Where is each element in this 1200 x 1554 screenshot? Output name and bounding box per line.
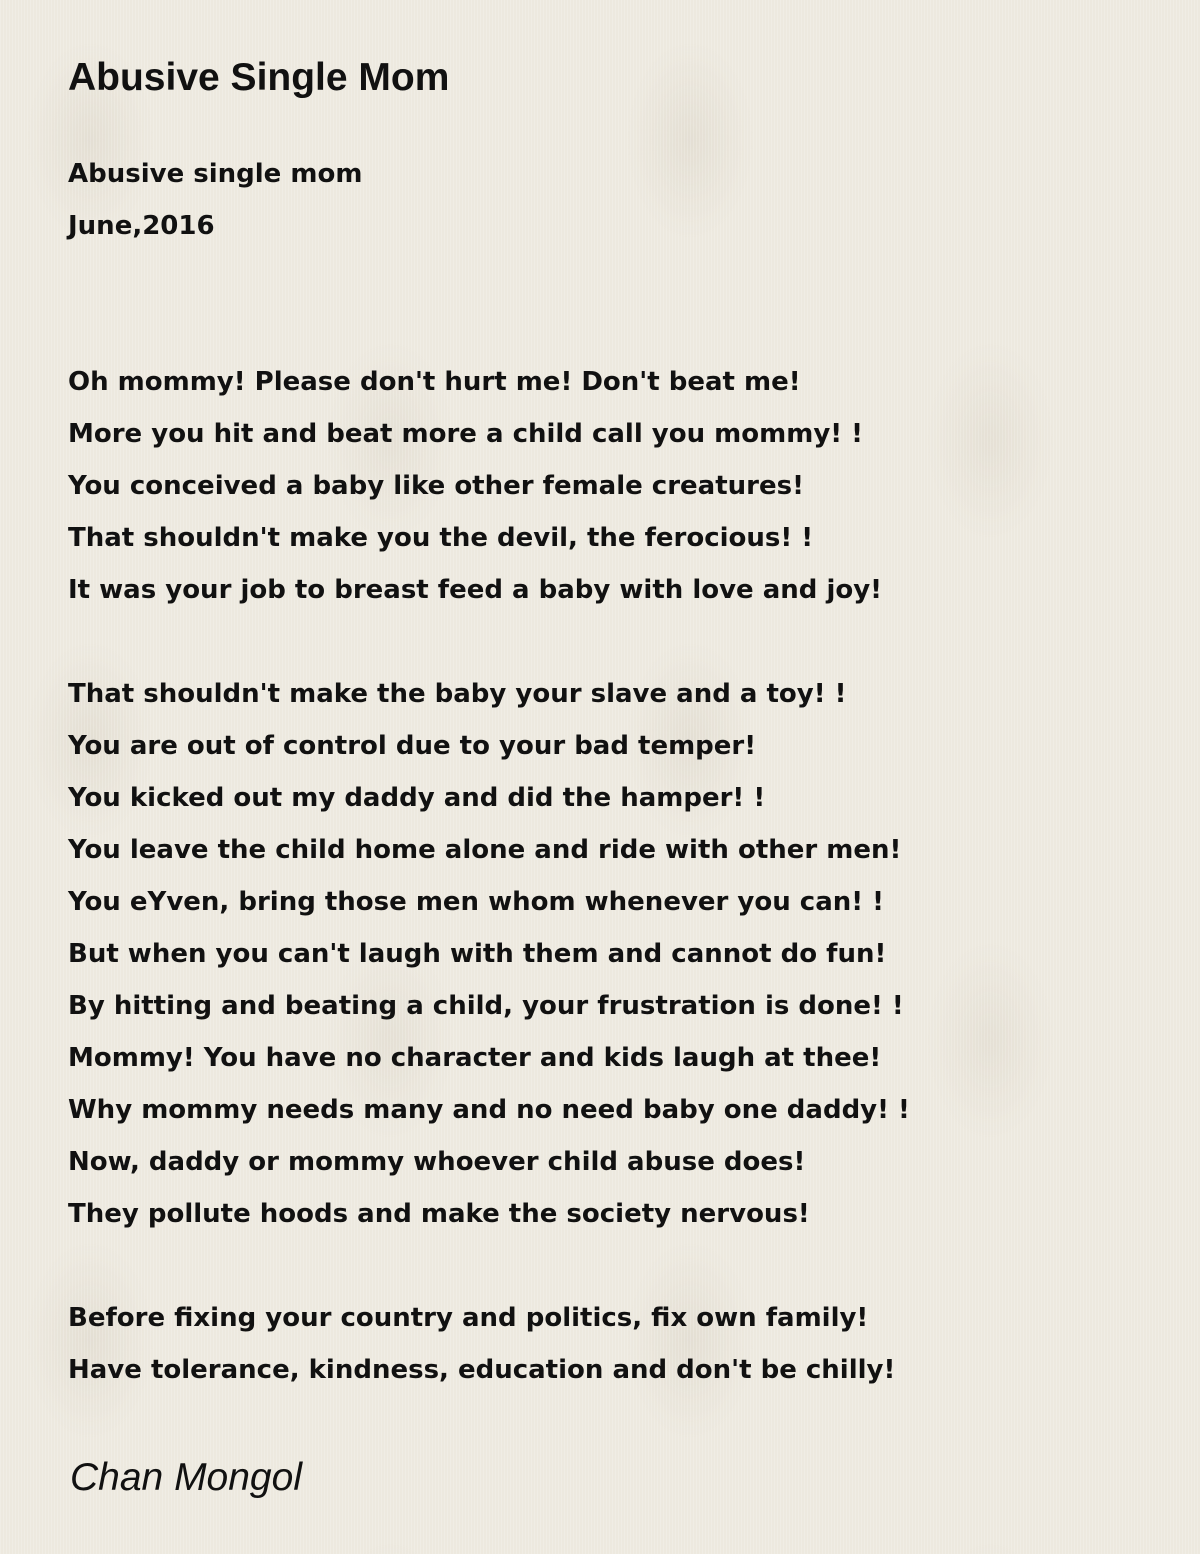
stanza-break [68, 1240, 1148, 1292]
poem-line: Mommy! You have no character and kids laugh at thee! [68, 1043, 882, 1073]
stanza-2 [68, 668, 1148, 1240]
poem-line: Before fixing your country and politics, fix own family! [68, 1303, 869, 1333]
poem-line: You leave the child home alone and ride with other men! [68, 835, 902, 865]
poem-line: Why mommy needs many and no need baby one daddy! ! [68, 1095, 910, 1125]
poem-line: Have tolerance, kindness, education and don't be chilly! [68, 1355, 896, 1385]
stanza-1 [68, 356, 1148, 616]
poem-line: They pollute hoods and make the society nervous! [68, 1199, 810, 1229]
poem-line: Now, daddy or mommy whoever child abuse does! [68, 1147, 806, 1177]
poem-line: It was your job to breast feed a baby with love and joy! [68, 575, 883, 605]
poem-container [68, 52, 1148, 1396]
poem-line: That shouldn't make you the devil, the ferocious! ! [68, 523, 814, 553]
poem-subtitle: Abusive single mom [68, 159, 363, 189]
poem-line: Oh mommy! Please don't hurt me! Don't beat me! [68, 367, 801, 397]
poem-line: You eYven, bring those men whom whenever you can! ! [68, 887, 885, 917]
spacer [68, 252, 1148, 356]
poem-line: By hitting and beating a child, your frustration is done! ! [68, 991, 904, 1021]
poem-line: You kicked out my daddy and did the hamper! ! [68, 783, 766, 813]
poem-date: June,2016 [68, 211, 215, 241]
poem-header [68, 148, 1148, 252]
poem-line: That shouldn't make the baby your slave and a toy! ! [68, 679, 847, 709]
poem-author: Chan Mongol [70, 1456, 302, 1499]
poem-title: Abusive Single Mom [68, 56, 450, 99]
stanza-3 [68, 1292, 1148, 1396]
poem-line: More you hit and beat more a child call you mommy! ! [68, 419, 864, 449]
poem-line: You conceived a baby like other female creatures! [68, 471, 804, 501]
poem-line: You are out of control due to your bad temper! [68, 731, 757, 761]
stanza-break [68, 616, 1148, 668]
poem-line: But when you can't laugh with them and cannot do fun! [68, 939, 887, 969]
